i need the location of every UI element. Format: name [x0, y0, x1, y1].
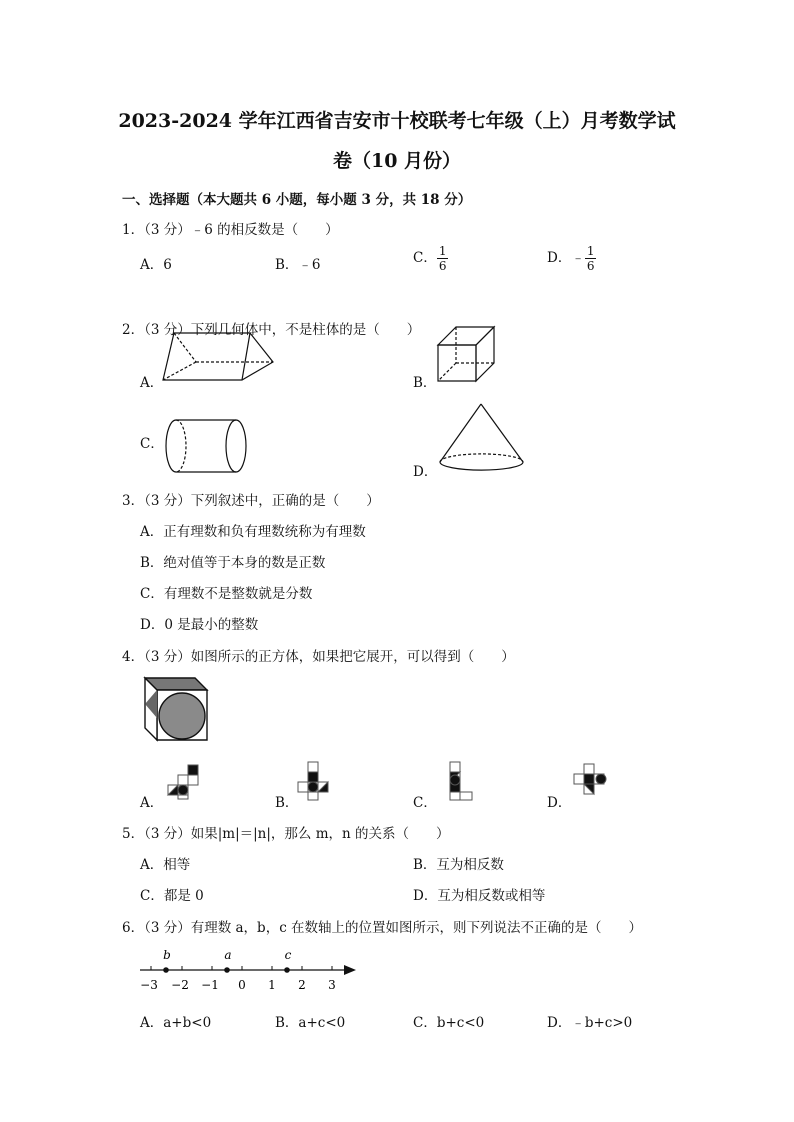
- q5-stem: 5．（3 分）如果|m|＝|n|，那么 m，n 的关系（ ）: [122, 826, 450, 842]
- q6-option-b: B．a+c<0: [275, 1015, 346, 1031]
- q1-option-a: A．6: [140, 257, 172, 273]
- q3-option-a: A．正有理数和负有理数统称为有理数: [140, 524, 366, 540]
- q1-stem: 1．（3 分）﹣6 的相反数是（ ）: [122, 222, 339, 238]
- tick-label-neg2: −2: [171, 978, 189, 992]
- tick-label-neg1: −1: [201, 978, 219, 992]
- q5-option-c: C．都是 0: [140, 888, 204, 904]
- q1-option-c-label: C．: [413, 250, 437, 266]
- tick-label-0: 0: [238, 978, 246, 992]
- q1-d-denominator: 6: [586, 259, 595, 273]
- q1-option-d-fraction: [585, 245, 597, 272]
- q2-option-a: A．: [140, 375, 164, 391]
- section-header: 一、选择题（本大题共 6 小题，每小题 3 分，共 18 分）: [122, 192, 472, 208]
- q6-option-a: A．a+b<0: [140, 1015, 212, 1031]
- q2-option-d: D．: [413, 464, 438, 480]
- tick-label-1: 1: [268, 978, 276, 992]
- q4-option-b: B．: [275, 795, 299, 811]
- q1-option-d-label: D．﹣: [547, 250, 585, 266]
- q5-option-a: A．相等: [140, 857, 191, 873]
- tick-label-2: 2: [298, 978, 306, 992]
- q5-option-b: B．互为相反数: [413, 857, 504, 873]
- q1-c-denominator: 6: [438, 259, 447, 273]
- q3-option-b: B．绝对值等于本身的数是正数: [140, 555, 326, 571]
- cube-figure: [436, 325, 498, 383]
- q4-option-d: D．: [547, 795, 572, 811]
- exam-title-line2: 卷（10 月份）: [332, 150, 462, 172]
- tick-label-neg3: −3: [140, 978, 158, 992]
- q1-option-d: [547, 245, 596, 272]
- cone-figure: [438, 402, 526, 474]
- q2-option-c: C．: [140, 436, 164, 452]
- q1-option-c-fraction: [437, 245, 449, 272]
- q1-d-numerator: 1: [586, 244, 595, 258]
- numberline-label-b: b: [163, 948, 171, 962]
- cube-net-a: [166, 763, 202, 801]
- q6-option-d: D．﹣b+c>0: [547, 1015, 633, 1031]
- cylinder-figure: [162, 418, 250, 474]
- cube-net-b: [298, 760, 336, 802]
- q3-stem: 3．（3 分）下列叙述中，正确的是（ ）: [122, 493, 380, 509]
- exam-title-line1: 2023-2024 学年江西省吉安市十校联考七年级（上）月考数学试: [118, 110, 676, 132]
- q5-option-d: D．互为相反数或相等: [413, 888, 546, 904]
- numberline-label-c: c: [284, 948, 292, 962]
- patterned-cube-figure: [143, 676, 209, 742]
- q6-stem: 6．（3 分）有理数 a，b，c 在数轴上的位置如图所示，则下列说法不正确的是（ ）: [122, 920, 643, 936]
- tick-label-3: 3: [328, 978, 336, 992]
- cube-net-c: [440, 760, 476, 802]
- triangular-prism-figure: [160, 330, 275, 386]
- q6-option-c: C．b+c<0: [413, 1015, 485, 1031]
- q4-option-a: A．: [140, 795, 164, 811]
- q1-option-b: B．﹣6: [275, 257, 321, 273]
- q2-option-b: B．: [413, 375, 437, 391]
- q1-c-numerator: 1: [438, 244, 447, 258]
- cube-net-d: [572, 762, 610, 802]
- q3-option-c: C．有理数不是整数就是分数: [140, 586, 313, 602]
- q1-option-c: [413, 245, 448, 272]
- q3-option-d: D．0 是最小的整数: [140, 617, 259, 633]
- q4-stem: 4．（3 分）如图所示的正方体，如果把它展开，可以得到（ ）: [122, 649, 515, 665]
- q2-stem: 2．（3 分）下列几何体中，不是柱体的是（ ）: [122, 322, 421, 338]
- numberline-label-a: a: [224, 948, 232, 962]
- number-line: [136, 944, 360, 994]
- q4-option-c: C．: [413, 795, 437, 811]
